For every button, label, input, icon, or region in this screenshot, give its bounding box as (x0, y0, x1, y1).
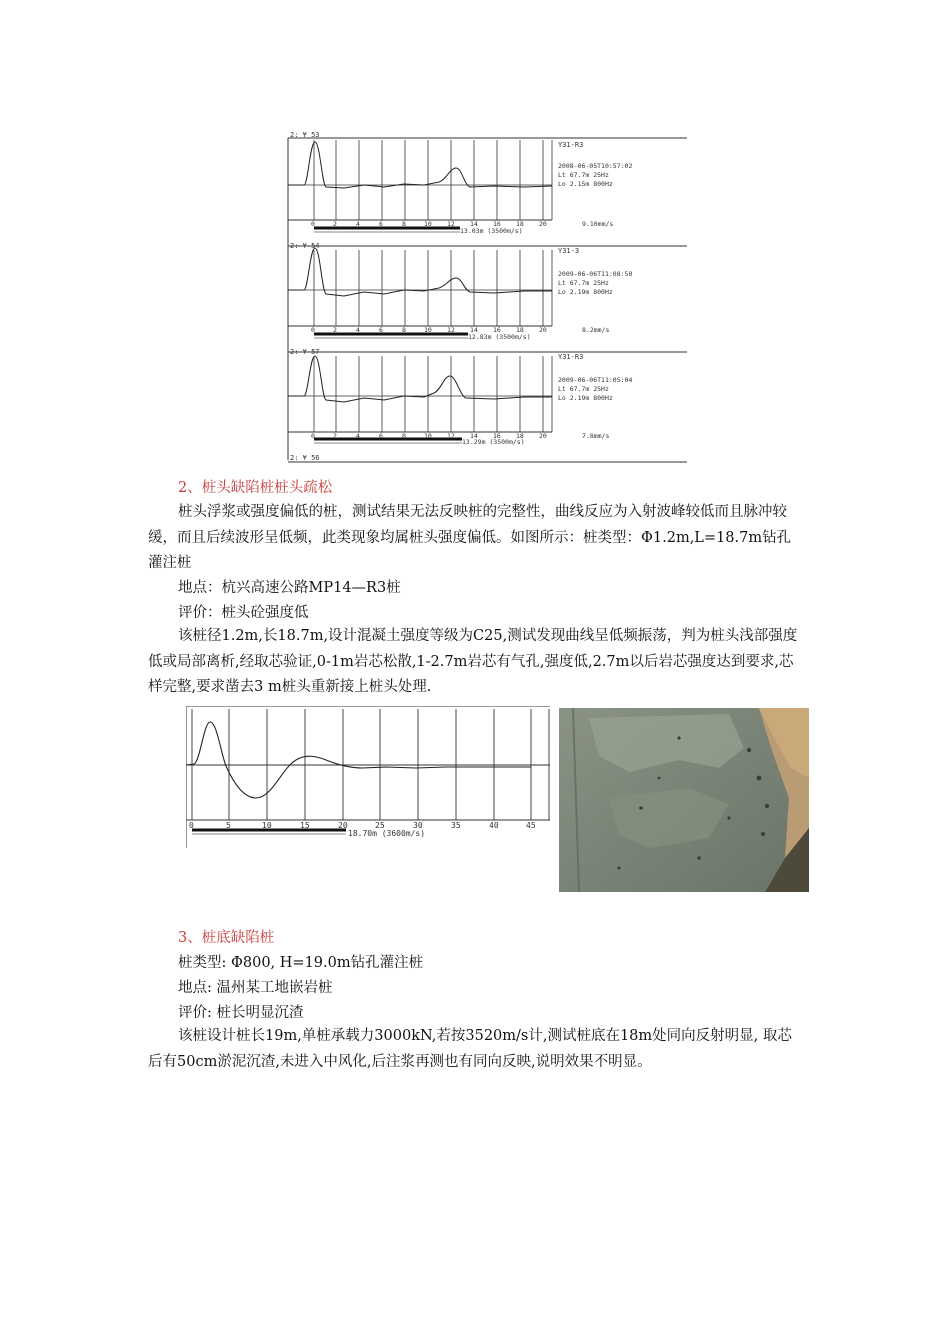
waveform-panel-1 (288, 131, 687, 246)
panel-3-datetime: 2009-06-06T11:05:04 (558, 376, 633, 384)
section-2-heading: 2、桩头缺陷桩桩头疏松 (178, 480, 333, 496)
section-2-location: 地点：杭兴高速公路MP14—R3桩 (178, 580, 401, 596)
panel-1-length: 13.03m (3500m/s) (460, 227, 523, 235)
tick-label: 12 (447, 326, 455, 334)
tick-label: 0 (189, 821, 194, 830)
waveform-figure-mid (186, 706, 550, 848)
tick-label: 8 (402, 220, 406, 228)
section-2-evaluation: 评价：桩头砼强度低 (178, 605, 309, 621)
panel-2-datetime: 2009-06-06T11:08:50 (558, 270, 633, 278)
panel-1-velocity: 9.10mm/s (582, 220, 614, 228)
tick-label: 45 (526, 821, 536, 830)
tick-label: 5 (226, 821, 231, 830)
tick-label: 16 (493, 220, 501, 228)
panel-2-param-1: Lt 67.7m 25Hz (558, 279, 609, 287)
tick-label: 12 (447, 220, 455, 228)
tick-label: 16 (493, 432, 501, 440)
section-3-detail: 该桩设计桩长19m,单桩承载力3000kN,若按3520m/s计,测试桩底在18m处同向反射明显, 取芯后有50cm淤泥沉渣,未进入中风化,后注浆再测也有同向反映,说明效果不明显。 (148, 1028, 792, 1070)
tick-label: 4 (356, 326, 360, 334)
footer-channel: 2: ¥ 56 (290, 454, 320, 462)
tick-label: 16 (493, 326, 501, 334)
tick-label: 8 (402, 326, 406, 334)
core-sample-photo-svg (559, 708, 809, 892)
section-2-intro: 桩头浮浆或强度偏低的桩，测试结果无法反映桩的完整性，曲线反应为入射波峰较低而且脉冲较缓，而且后续波形呈低频，此类现象均属桩头强度偏低。如图所示：桩类型：Φ1.2m,L=18.7m钻孔灌注桩 (148, 504, 792, 571)
tick-label: 2 (333, 326, 337, 334)
tick-label: 15 (300, 821, 310, 830)
panel-3-channel: 2: ¥ 57 (290, 348, 320, 356)
tick-label: 20 (539, 432, 547, 440)
panel-2-channel: 2: ¥ 54 (290, 242, 320, 250)
tick-label: 0 (311, 220, 315, 228)
panel-1-param-2: Lo 2.15m 800Hz (558, 180, 613, 188)
tick-label: 12 (447, 432, 455, 440)
tick-label: 0 (311, 326, 315, 334)
tick-label: 18 (516, 326, 524, 334)
tick-label: 20 (539, 326, 547, 334)
panel-3-param-2: Lo 2.19m 800Hz (558, 394, 613, 402)
section-2-detail: 该桩径1.2m,长18.7m,设计混凝土强度等级为C25,测试发现曲线呈低频振荡，判为桩头浅部强度低或局部离析,经取芯验证,0-1m岩芯松散,1-2.7m岩芯有气孔,强度低,2.7m以后岩芯强度达到要求,芯样完整,要求凿去3 m桩头重新接上桩头处理. (148, 628, 798, 695)
core-sample-photo (559, 708, 809, 892)
panel-2-name: Y31-3 (558, 247, 580, 255)
section-3-location: 地点: 温州某工地嵌岩桩 (178, 980, 333, 996)
tick-label: 4 (356, 432, 360, 440)
panel-2-param-2: Lo 2.19m 800Hz (558, 288, 613, 296)
tick-label: 14 (470, 220, 478, 228)
tick-label: 6 (379, 326, 383, 334)
tick-label: 40 (489, 821, 499, 830)
waveform-figure-top (284, 130, 689, 465)
panel-2-length: 12.83m (3500m/s) (468, 333, 531, 341)
tick-label: 30 (413, 821, 423, 830)
tick-label: 0 (311, 432, 315, 440)
panel-1-channel: 2: ¥ 53 (290, 131, 320, 139)
panel-3-name: Y31-R3 (558, 353, 584, 361)
waveform-panel-3 (288, 348, 687, 462)
tick-label: 18 (516, 220, 524, 228)
tick-label: 2 (333, 220, 337, 228)
tick-label: 20 (338, 821, 348, 830)
tick-label: 6 (379, 432, 383, 440)
tick-label: 4 (356, 220, 360, 228)
panel-2-velocity: 8.2mm/s (582, 326, 610, 334)
tick-label: 10 (424, 432, 432, 440)
panel-3-velocity: 7.8mm/s (582, 432, 610, 440)
tick-label: 10 (262, 821, 272, 830)
section-3-evaluation: 评价: 桩长明显沉渣 (178, 1005, 304, 1021)
waveform-figure-mid-svg (186, 706, 550, 848)
section-3-heading: 3、桩底缺陷桩 (178, 930, 275, 946)
tick-label: 20 (539, 220, 547, 228)
tick-label: 6 (379, 220, 383, 228)
tick-label: 14 (470, 432, 478, 440)
panel-1-datetime: 2008-06-05T10:57:02 (558, 162, 633, 170)
mid-length-label: 18.70m (3600m/s) (348, 829, 426, 838)
waveform-figure-top-svg (284, 130, 689, 465)
waveform-panel-2 (288, 242, 687, 352)
section-3-type: 桩类型: Φ800, H=19.0m钻孔灌注桩 (178, 955, 424, 971)
panel-3-length: 13.29m (3500m/s) (462, 438, 525, 446)
panel-1-name: Y31-R3 (558, 141, 584, 149)
tick-label: 10 (424, 220, 432, 228)
tick-label: 10 (424, 326, 432, 334)
panel-3-param-1: Lt 67.7m 25Hz (558, 385, 609, 393)
tick-label: 14 (470, 326, 478, 334)
tick-label: 8 (402, 432, 406, 440)
tick-label: 2 (333, 432, 337, 440)
panel-1-param-1: Lt 67.7m 25Hz (558, 171, 609, 179)
tick-label: 35 (451, 821, 461, 830)
tick-label: 18 (516, 432, 524, 440)
tick-label: 25 (375, 821, 385, 830)
